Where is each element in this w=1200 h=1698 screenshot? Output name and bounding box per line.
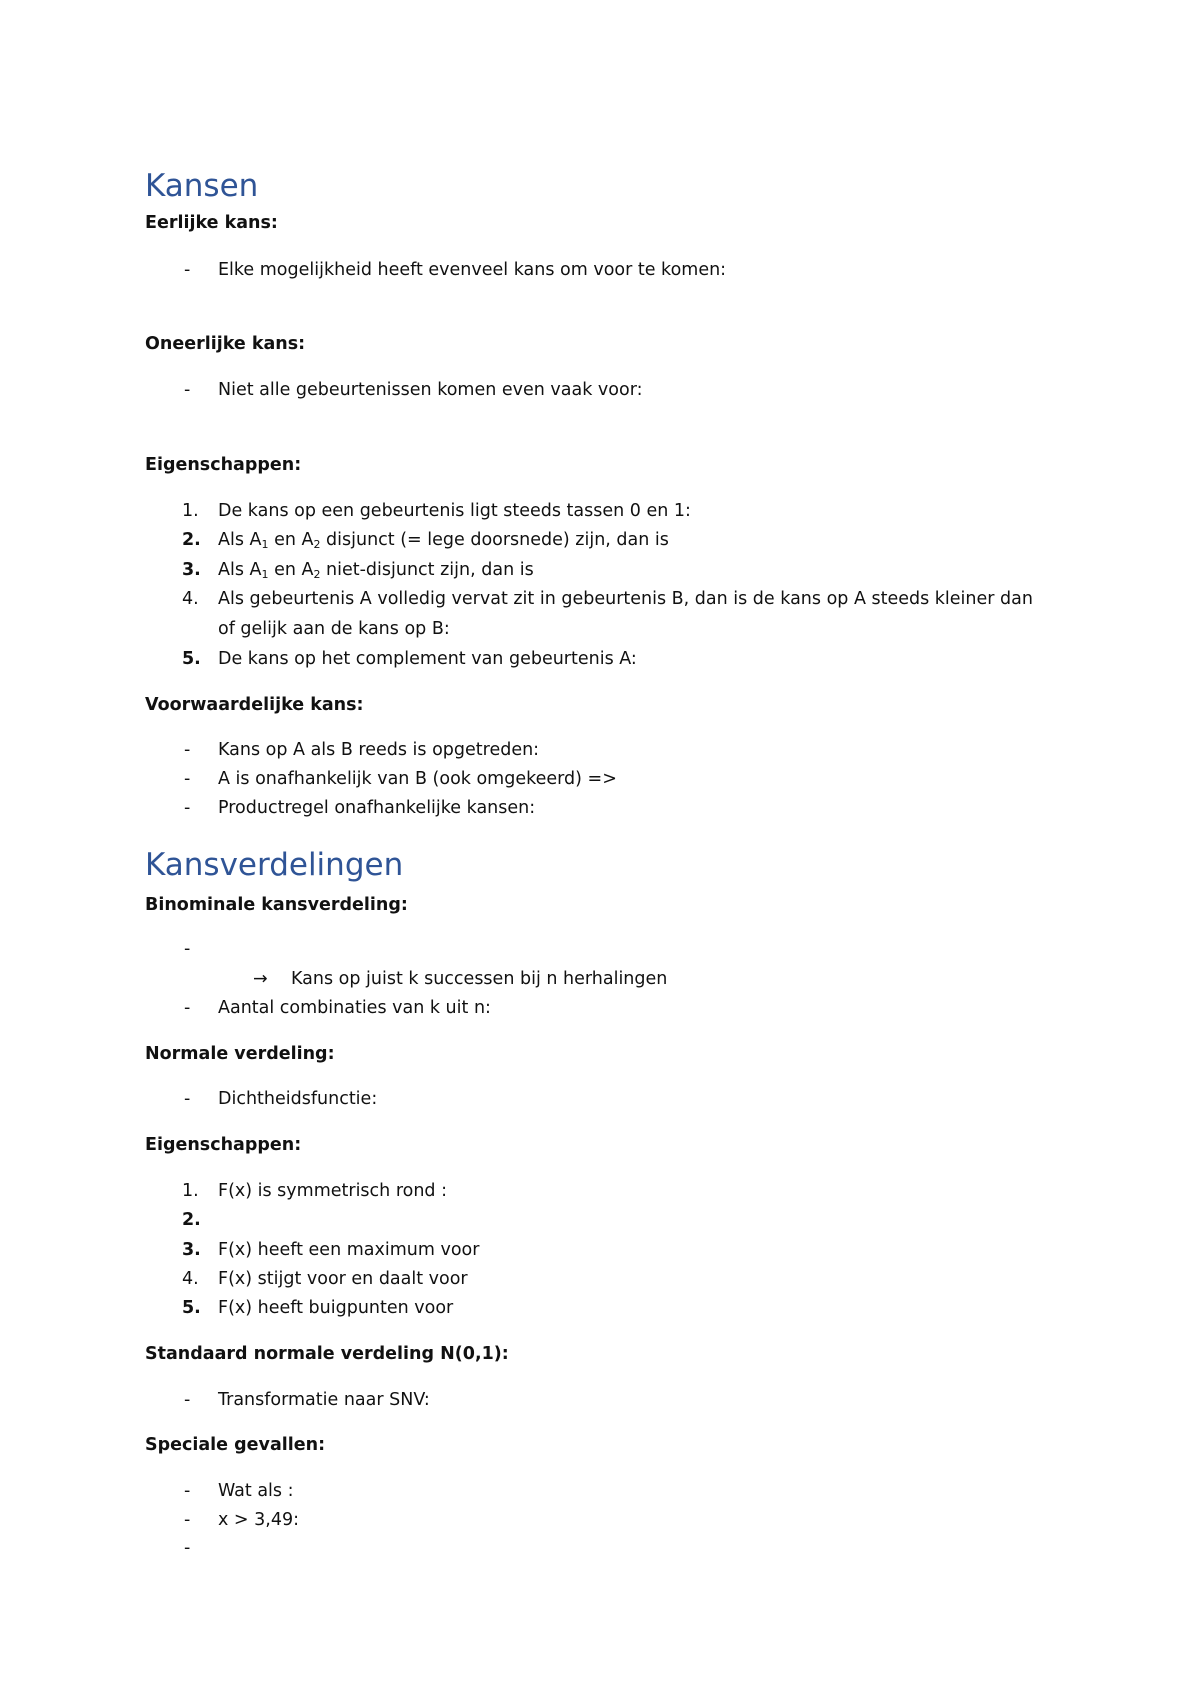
- voorwaardelijk-item-3: Productregel onafhankelijke kansen:: [218, 798, 536, 818]
- bullet-dash: -: [184, 798, 191, 818]
- bullet-dash: -: [184, 769, 191, 789]
- arrow-icon: →: [253, 969, 268, 989]
- subheading-eerlijke-kans: Eerlijke kans:: [145, 213, 278, 233]
- eerlijke-kans-item: Elke mogelijkheid heeft evenveel kans om voor te komen:: [218, 260, 727, 280]
- bullet-dash: -: [184, 1089, 191, 1109]
- list-number: 5.: [182, 649, 201, 669]
- bullet-dash: -: [184, 380, 191, 400]
- heading-kansen: Kansen: [145, 168, 259, 204]
- voorwaardelijk-item-2: A is onafhankelijk van B (ook omgekeerd) =>: [218, 769, 617, 789]
- eigenschap-1: De kans op een gebeurtenis ligt steeds tassen 0 en 1:: [218, 501, 691, 521]
- bullet-dash: -: [184, 260, 191, 280]
- list-number: 4.: [182, 1269, 199, 1289]
- oneerlijke-kans-item: Niet alle gebeurtenissen komen even vaak voor:: [218, 380, 643, 400]
- eigenschap-4-continued: of gelijk aan de kans op B:: [218, 619, 450, 639]
- bullet-dash: -: [184, 939, 191, 959]
- speciaal-item-2: x > 3,49:: [218, 1510, 300, 1530]
- bullet-dash: -: [184, 998, 191, 1018]
- heading-kansverdelingen: Kansverdelingen: [145, 847, 404, 883]
- binominaal-sub-item: Kans op juist k successen bij n herhalingen: [291, 969, 668, 989]
- subheading-eigenschappen: Eigenschappen:: [145, 455, 302, 475]
- normaal-eigenschap-1: F(x) is symmetrisch rond :: [218, 1181, 448, 1201]
- list-number: 1.: [182, 501, 199, 521]
- subheading-speciale-gevallen: Speciale gevallen:: [145, 1435, 326, 1455]
- eigenschap-4: Als gebeurtenis A volledig vervat zit in gebeurtenis B, dan is de kans op A steeds kleiner dan: [218, 589, 1033, 609]
- subheading-standaard-normale-verdeling: Standaard normale verdeling N(0,1):: [145, 1344, 509, 1364]
- eigenschap-3: Als $A_1$ en $A_2$ niet-disjunct zijn, dan is: [218, 560, 534, 581]
- list-number: 3.: [182, 560, 201, 580]
- list-number: 2.: [182, 530, 201, 550]
- list-number: 2.: [182, 1210, 201, 1230]
- subheading-binominale-kansverdeling: Binominale kansverdeling:: [145, 895, 408, 915]
- normaal-eigenschap-4: F(x) stijgt voor en daalt voor: [218, 1269, 468, 1289]
- voorwaardelijk-item-1: Kans op A als B reeds is opgetreden:: [218, 740, 540, 760]
- subheading-eigenschappen-2: Eigenschappen:: [145, 1135, 302, 1155]
- bullet-dash: -: [184, 1481, 191, 1501]
- list-number: 5.: [182, 1298, 201, 1318]
- normaal-item: Dichtheidsfunctie:: [218, 1089, 378, 1109]
- binominaal-item-2: Aantal combinaties van k uit n:: [218, 998, 491, 1018]
- list-number: 4.: [182, 589, 199, 609]
- normaal-eigenschap-5: F(x) heeft buigpunten voor: [218, 1298, 454, 1318]
- bullet-dash: -: [184, 1510, 191, 1530]
- normaal-eigenschap-3: F(x) heeft een maximum voor: [218, 1240, 480, 1260]
- speciaal-item-1: Wat als :: [218, 1481, 294, 1501]
- subheading-oneerlijke-kans: Oneerlijke kans:: [145, 334, 306, 354]
- list-number: 3.: [182, 1240, 201, 1260]
- subheading-voorwaardelijke-kans: Voorwaardelijke kans:: [145, 695, 364, 715]
- bullet-dash: -: [184, 1538, 191, 1558]
- standaard-item: Transformatie naar SNV:: [218, 1390, 430, 1410]
- subheading-normale-verdeling: Normale verdeling:: [145, 1044, 335, 1064]
- eigenschap-5: De kans op het complement van gebeurtenis A:: [218, 649, 637, 669]
- list-number: 1.: [182, 1181, 199, 1201]
- eigenschap-2: Als $A_1$ en $A_2$ disjunct (= lege doorsnede) zijn, dan is: [218, 530, 669, 551]
- bullet-dash: -: [184, 1390, 191, 1410]
- bullet-dash: -: [184, 740, 191, 760]
